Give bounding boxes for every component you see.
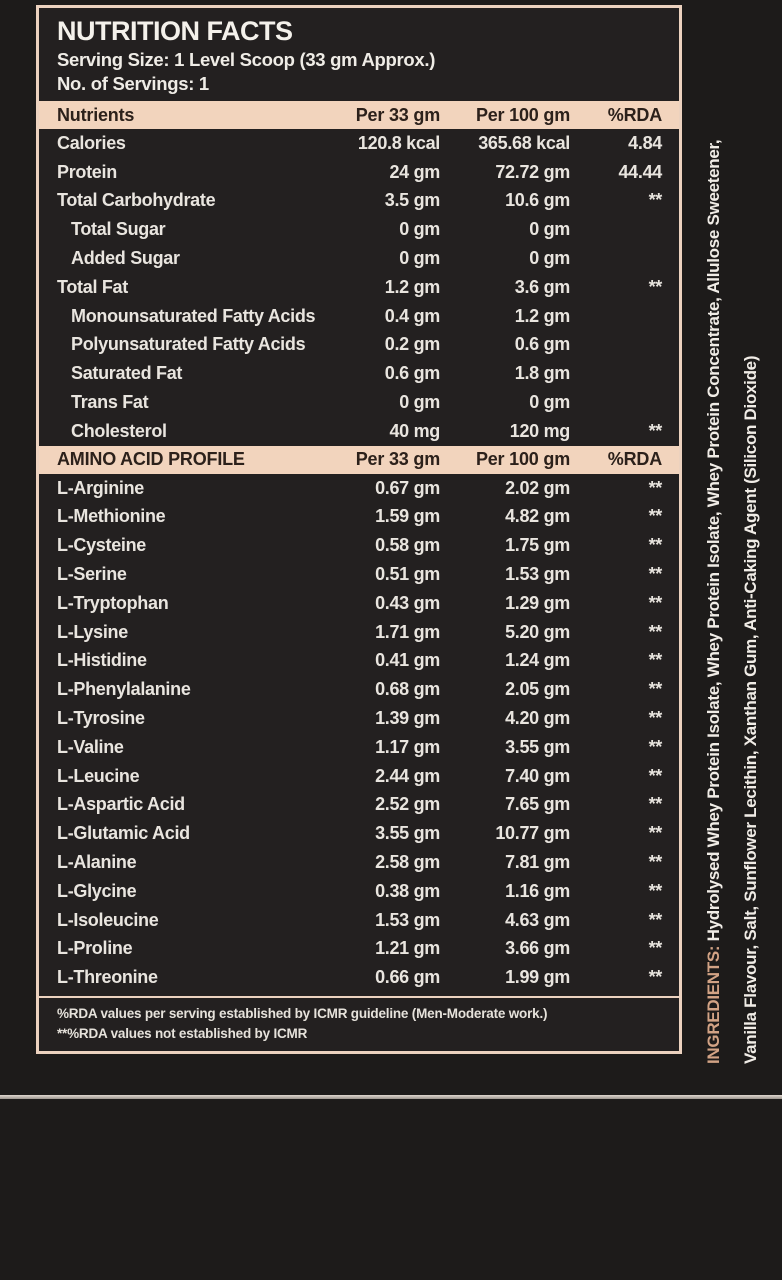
value-rda: ** [648,621,662,642]
table-row [39,791,679,820]
nutrient-name: L-Arginine [57,477,144,498]
value-rda: ** [648,679,662,700]
value-per-100gm: 4.20 gm [505,708,570,729]
value-rda: ** [648,938,662,959]
value-rda: ** [648,736,662,757]
nutrient-name: Total Carbohydrate [57,190,216,211]
value-per-100gm: 2.02 gm [505,477,570,498]
value-rda: ** [648,420,662,441]
value-per-33gm: 1.59 gm [375,506,440,527]
column-header-per-100gm: Per 100 gm [475,104,570,125]
nutrient-name: L-Serine [57,564,127,585]
nutrient-name: Polyunsaturated Fatty Acids [71,334,306,355]
table-row [39,963,679,992]
value-per-100gm: 0 gm [529,219,570,240]
nutrient-name: L-Aspartic Acid [57,794,185,815]
nutrient-name: Added Sugar [71,248,180,269]
nutrient-name: L-Lysine [57,621,128,642]
table-row [39,302,679,331]
value-per-33gm: 2.52 gm [375,794,440,815]
column-header-per-100gm: Per 100 gm [475,449,570,470]
table-row [39,331,679,360]
value-per-100gm: 72.72 gm [495,161,570,182]
table-row [39,675,679,704]
column-header-amino-acid-profile: AMINO ACID PROFILE [57,449,245,470]
value-per-100gm: 120 mg [509,420,570,441]
nutrient-name: Calories [57,132,126,153]
value-rda: ** [648,276,662,297]
value-per-33gm: 0.68 gm [375,679,440,700]
nutrient-name: Protein [57,161,117,182]
value-per-100gm: 7.40 gm [505,765,570,786]
nutrient-name: L-Tryptophan [57,592,169,613]
table-row [39,935,679,964]
table-row [39,704,679,733]
column-header-nutrients: Nutrients [57,104,135,125]
value-per-33gm: 0.2 gm [384,334,440,355]
nutrient-name: L-Alanine [57,852,137,873]
value-rda: ** [648,909,662,930]
value-per-33gm: 0 gm [399,392,440,413]
value-rda: ** [648,650,662,671]
table-row [39,388,679,417]
value-rda: ** [648,708,662,729]
value-per-33gm: 0.38 gm [375,880,440,901]
table-row [39,589,679,618]
nutrient-name: L-Tyrosine [57,708,145,729]
column-header-per-33gm: Per 33 gm [355,449,440,470]
nutrients-header-row [39,101,679,129]
value-rda: ** [648,794,662,815]
table-row [39,417,679,446]
value-per-33gm: 2.44 gm [375,765,440,786]
column-header-per-33gm: Per 33 gm [355,104,440,125]
nutrient-name: L-Glutamic Acid [57,823,190,844]
table-row [39,359,679,388]
nutrient-name: Trans Fat [71,392,149,413]
value-per-33gm: 2.58 gm [375,852,440,873]
footnote-rda-not-established: **%RDA values not established by ICMR [57,1026,308,1041]
value-per-100gm: 1.29 gm [505,592,570,613]
table-row [39,618,679,647]
ingredients-line-1-text: Hydrolysed Whey Protein Isolate, Whey Protein Isolate, Whey Protein Concentrate, Allulose Sweetener, [704,139,723,946]
table-row [39,187,679,216]
value-per-100gm: 3.6 gm [514,276,570,297]
table-row [39,647,679,676]
value-rda: 4.84 [628,132,662,153]
value-per-100gm: 4.82 gm [505,506,570,527]
value-rda: ** [648,823,662,844]
nutrient-name: L-Proline [57,938,133,959]
value-rda: ** [648,477,662,498]
nutrient-name: Cholesterol [71,420,167,441]
value-per-33gm: 3.5 gm [384,190,440,211]
value-per-100gm: 7.81 gm [505,852,570,873]
table-row [39,158,679,187]
nutrient-name: L-Isoleucine [57,909,159,930]
value-per-100gm: 7.65 gm [505,794,570,815]
value-per-100gm: 2.05 gm [505,679,570,700]
value-per-100gm: 0 gm [529,248,570,269]
nutrient-name: L-Histidine [57,650,147,671]
value-per-33gm: 3.55 gm [375,823,440,844]
value-per-33gm: 0.4 gm [384,305,440,326]
value-per-33gm: 1.17 gm [375,736,440,757]
ingredients-vertical-text [695,60,775,1064]
nutrient-name: L-Valine [57,736,124,757]
nutrient-name: L-Threonine [57,967,158,988]
ingredients-line-1 [695,60,732,1064]
value-per-33gm: 1.53 gm [375,909,440,930]
value-rda: ** [648,190,662,211]
value-per-100gm: 3.66 gm [505,938,570,959]
value-rda: ** [648,880,662,901]
value-rda: ** [648,967,662,988]
table-row [39,906,679,935]
amino-acid-table-body [39,474,679,992]
title-area [39,8,679,101]
table-row [39,877,679,906]
table-row [39,848,679,877]
table-row [39,762,679,791]
value-per-33gm: 1.2 gm [384,276,440,297]
column-header-rda: %RDA [607,104,662,125]
value-per-100gm: 1.2 gm [514,305,570,326]
value-rda: ** [648,852,662,873]
value-per-100gm: 365.68 kcal [478,132,570,153]
value-per-33gm: 0.43 gm [375,592,440,613]
value-per-100gm: 1.99 gm [505,967,570,988]
value-per-100gm: 1.24 gm [505,650,570,671]
value-rda: ** [648,765,662,786]
value-per-33gm: 0.66 gm [375,967,440,988]
value-per-100gm: 3.55 gm [505,736,570,757]
value-per-33gm: 40 mg [389,420,440,441]
value-rda: 44.44 [618,161,662,182]
value-rda: ** [648,535,662,556]
nutrient-name: L-Leucine [57,765,140,786]
servings-count-text: No. of Servings: 1 [57,73,209,94]
nutrient-name: L-Methionine [57,506,166,527]
value-per-100gm: 0.6 gm [514,334,570,355]
table-row [39,273,679,302]
value-per-100gm: 10.77 gm [495,823,570,844]
table-row [39,531,679,560]
nutrient-name: L-Glycine [57,880,137,901]
nutrition-facts-panel [36,5,682,1054]
value-per-33gm: 0.41 gm [375,650,440,671]
value-per-100gm: 1.53 gm [505,564,570,585]
footnotes [39,996,679,1051]
ingredients-label: INGREDIENTS: [704,945,723,1064]
nutrient-name: L-Phenylalanine [57,679,191,700]
value-per-33gm: 1.71 gm [375,621,440,642]
column-header-rda: %RDA [607,449,662,470]
nutrient-name: Total Sugar [71,219,166,240]
value-per-100gm: 1.16 gm [505,880,570,901]
value-per-33gm: 1.21 gm [375,938,440,959]
page-title: NUTRITION FACTS [57,16,293,46]
value-per-33gm: 0.67 gm [375,477,440,498]
table-row [39,474,679,503]
value-per-100gm: 4.63 gm [505,909,570,930]
table-row [39,215,679,244]
nutrient-name: L-Cysteine [57,535,147,556]
nutrients-table-body [39,129,679,446]
value-per-33gm: 1.39 gm [375,708,440,729]
nutrient-name: Total Fat [57,276,128,297]
value-rda: ** [648,592,662,613]
value-per-100gm: 0 gm [529,392,570,413]
value-rda: ** [648,564,662,585]
table-row [39,819,679,848]
amino-acid-header-row [39,446,679,474]
value-per-33gm: 0.58 gm [375,535,440,556]
value-per-100gm: 10.6 gm [505,190,570,211]
table-row [39,129,679,158]
table-row [39,560,679,589]
nutrient-name: Monounsaturated Fatty Acids [71,305,316,326]
value-per-33gm: 0.51 gm [375,564,440,585]
value-per-100gm: 5.20 gm [505,621,570,642]
value-per-100gm: 1.75 gm [505,535,570,556]
ingredients-line-2: Vanilla Flavour, Salt, Sunflower Lecithin, Xanthan Gum, Anti-Caking Agent (Silicon Dioxide) [741,355,760,1064]
table-row [39,503,679,532]
footnote-rda-established: %RDA values per serving established by ICMR guideline (Men-Moderate work.) [57,1006,548,1021]
value-per-33gm: 0.6 gm [384,363,440,384]
table-row [39,733,679,762]
table-row [39,244,679,273]
nutrient-name: Saturated Fat [71,363,183,384]
value-rda: ** [648,506,662,527]
value-per-33gm: 0 gm [399,219,440,240]
value-per-33gm: 120.8 kcal [357,132,440,153]
value-per-33gm: 24 gm [389,161,440,182]
value-per-100gm: 1.8 gm [514,363,570,384]
serving-size-text: Serving Size: 1 Level Scoop (33 gm Approx.) [57,49,436,70]
divider-line [0,1095,782,1099]
value-per-33gm: 0 gm [399,248,440,269]
